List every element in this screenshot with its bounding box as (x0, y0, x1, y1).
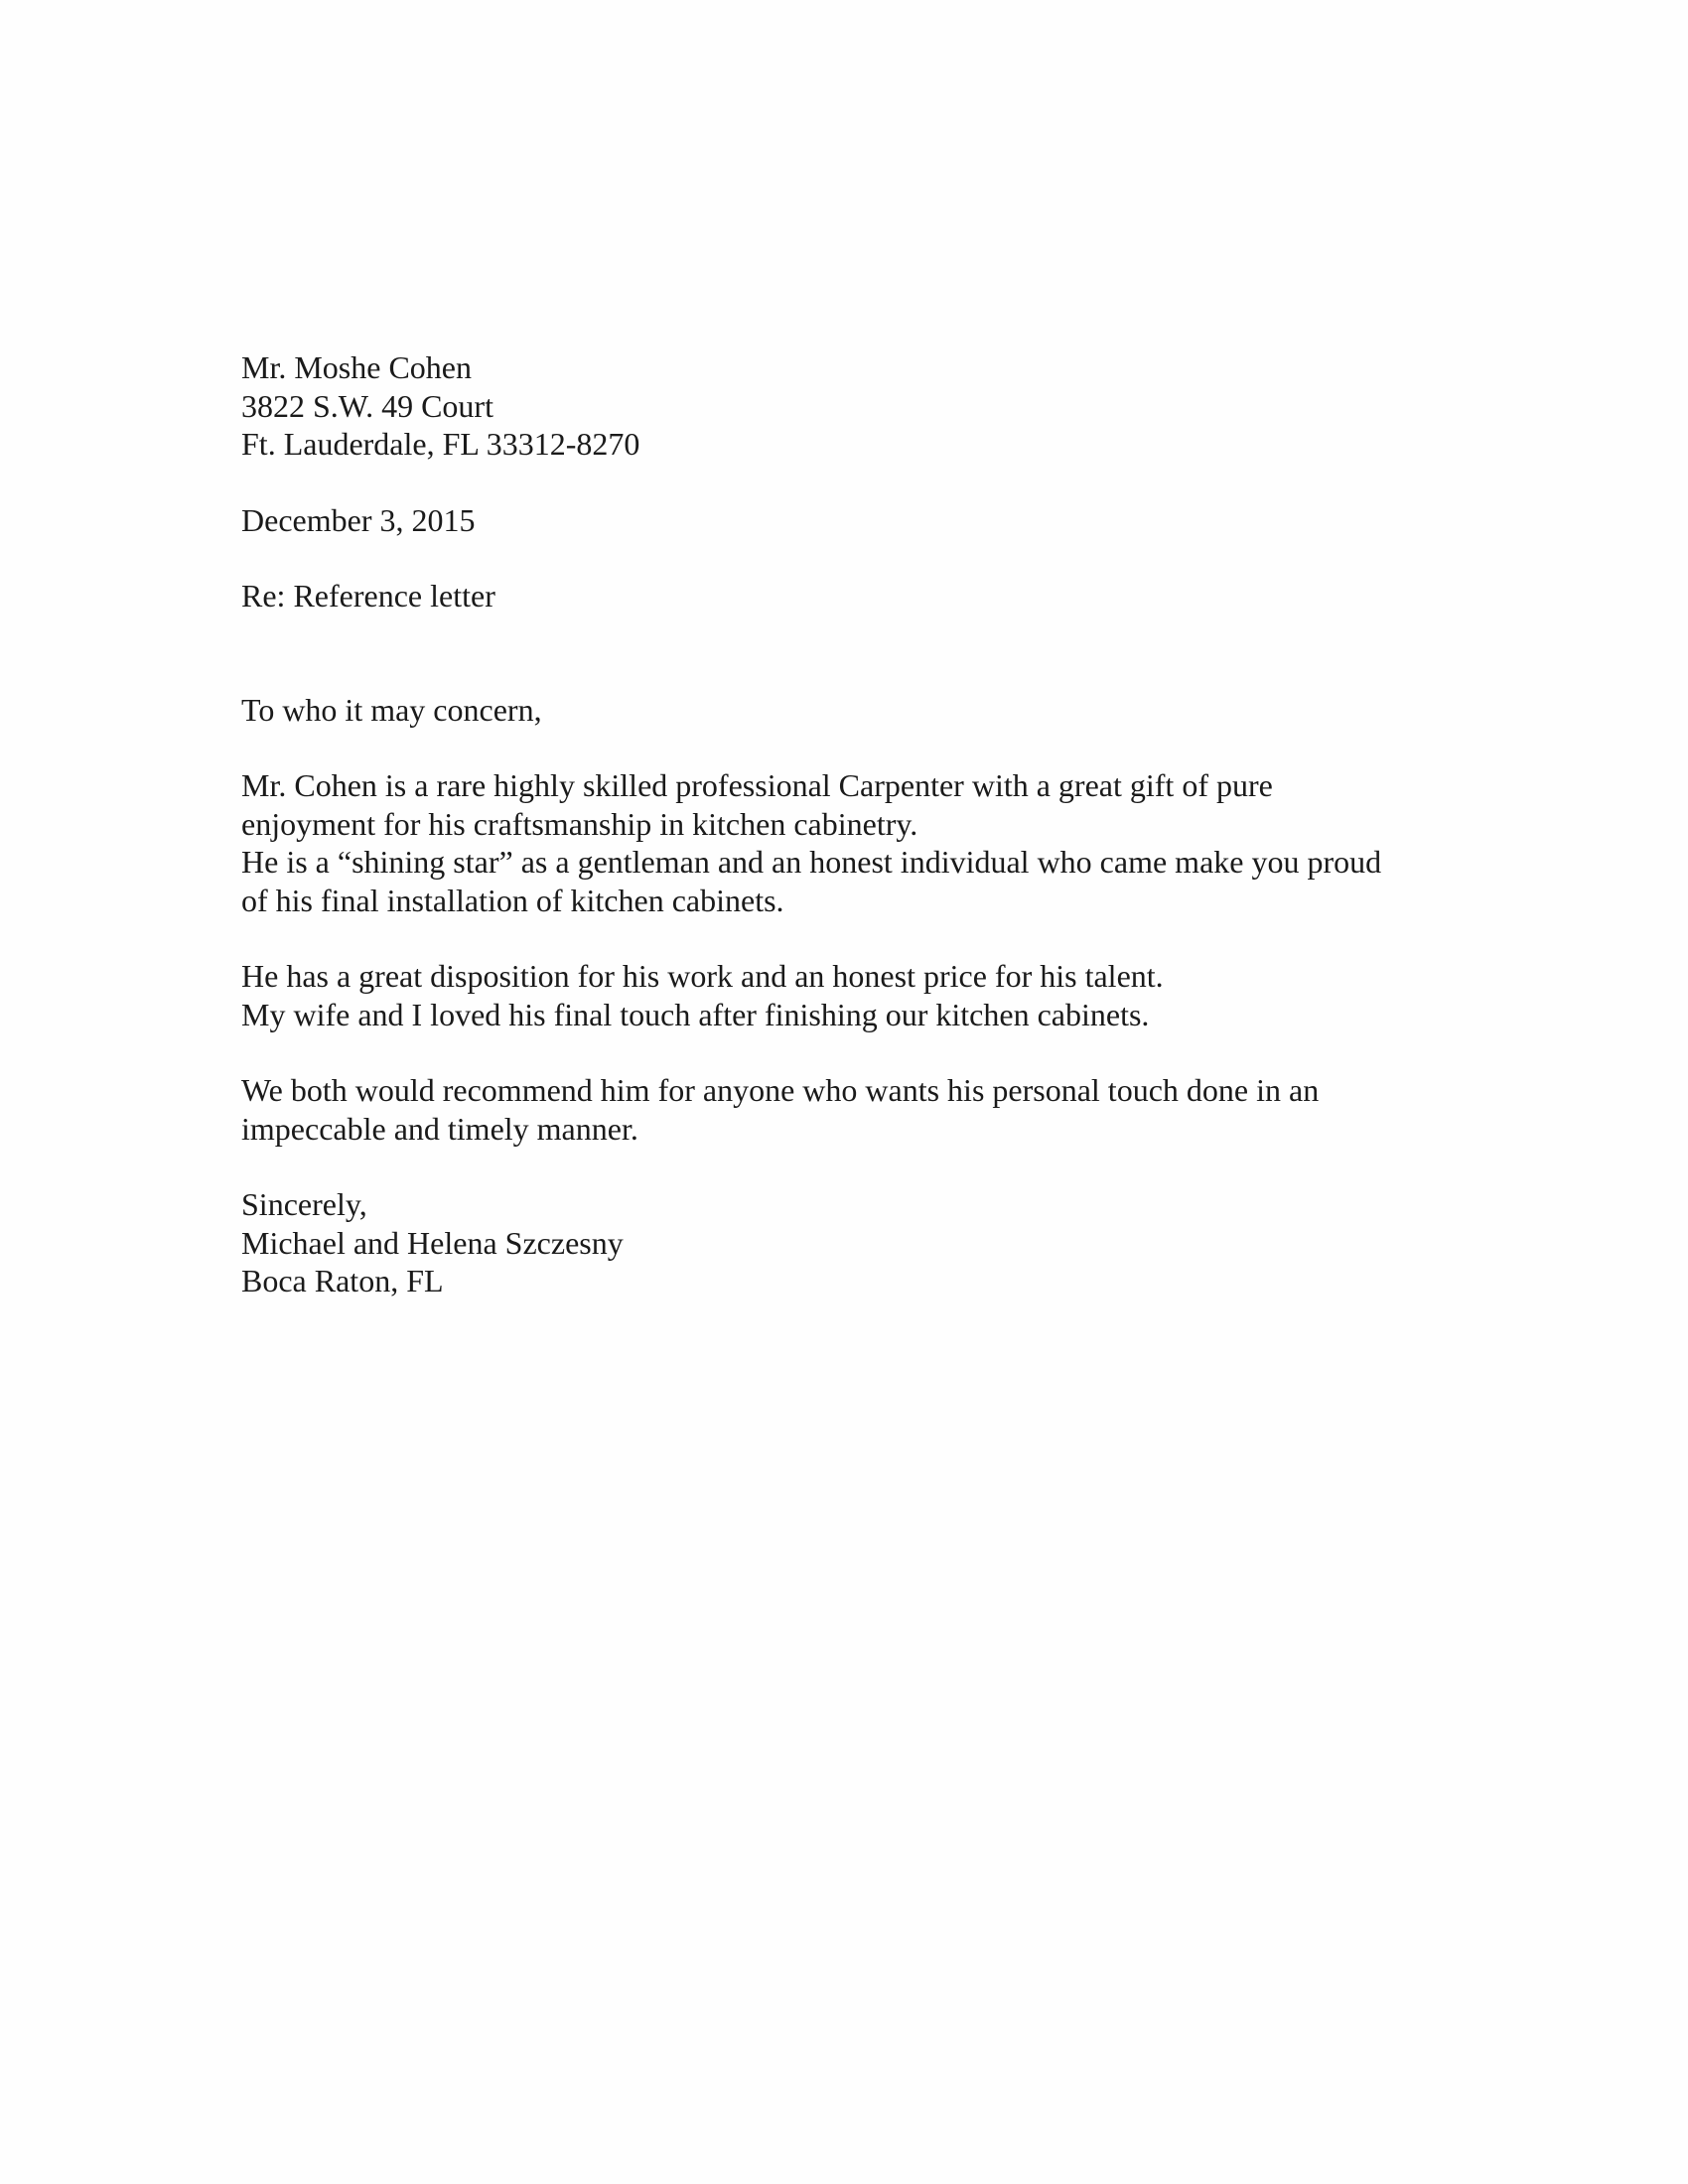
paragraph-line: Mr. Cohen is a rare highly skilled professional Carpenter with a great gift of pure (241, 767, 1273, 803)
paragraph-line: He is a “shining star” as a gentleman and an honest individual who came make you proud (241, 844, 1382, 880)
salutation: To who it may concern, (241, 691, 542, 728)
letter-subject: Re: Reference letter (241, 578, 495, 614)
signers: Michael and Helena Szczesny (241, 1224, 624, 1261)
signer-location: Boca Raton, FL (241, 1263, 444, 1298)
closing (241, 1185, 1492, 1300)
paragraph-line: He has a great disposition for his work and an honest price for his talent. (241, 958, 1164, 994)
letter-date: December 3, 2015 (241, 501, 476, 538)
paragraph-2 (241, 957, 1492, 1033)
paragraph-3 (241, 1071, 1492, 1148)
recipient-street: 3822 S.W. 49 Court (241, 387, 493, 424)
recipient-address (241, 348, 1492, 464)
recipient-name: Mr. Moshe Cohen (241, 349, 472, 385)
paragraph-line: My wife and I loved his final touch after finishing our kitchen cabinets. (241, 996, 1150, 1032)
paragraph-line: enjoyment for his craftsmanship in kitchen cabinetry. (241, 805, 918, 842)
letter-body (241, 348, 1492, 1300)
recipient-city-state-zip: Ft. Lauderdale, FL 33312-8270 (241, 426, 640, 462)
valediction: Sincerely, (241, 1186, 367, 1222)
paragraph-line: of his final installation of kitchen cabinets. (241, 882, 784, 918)
paragraph-line: impeccable and timely manner. (241, 1110, 638, 1147)
paragraph-1 (241, 766, 1492, 919)
paragraph-line: We both would recommend him for anyone who wants his personal touch done in an (241, 1072, 1320, 1108)
